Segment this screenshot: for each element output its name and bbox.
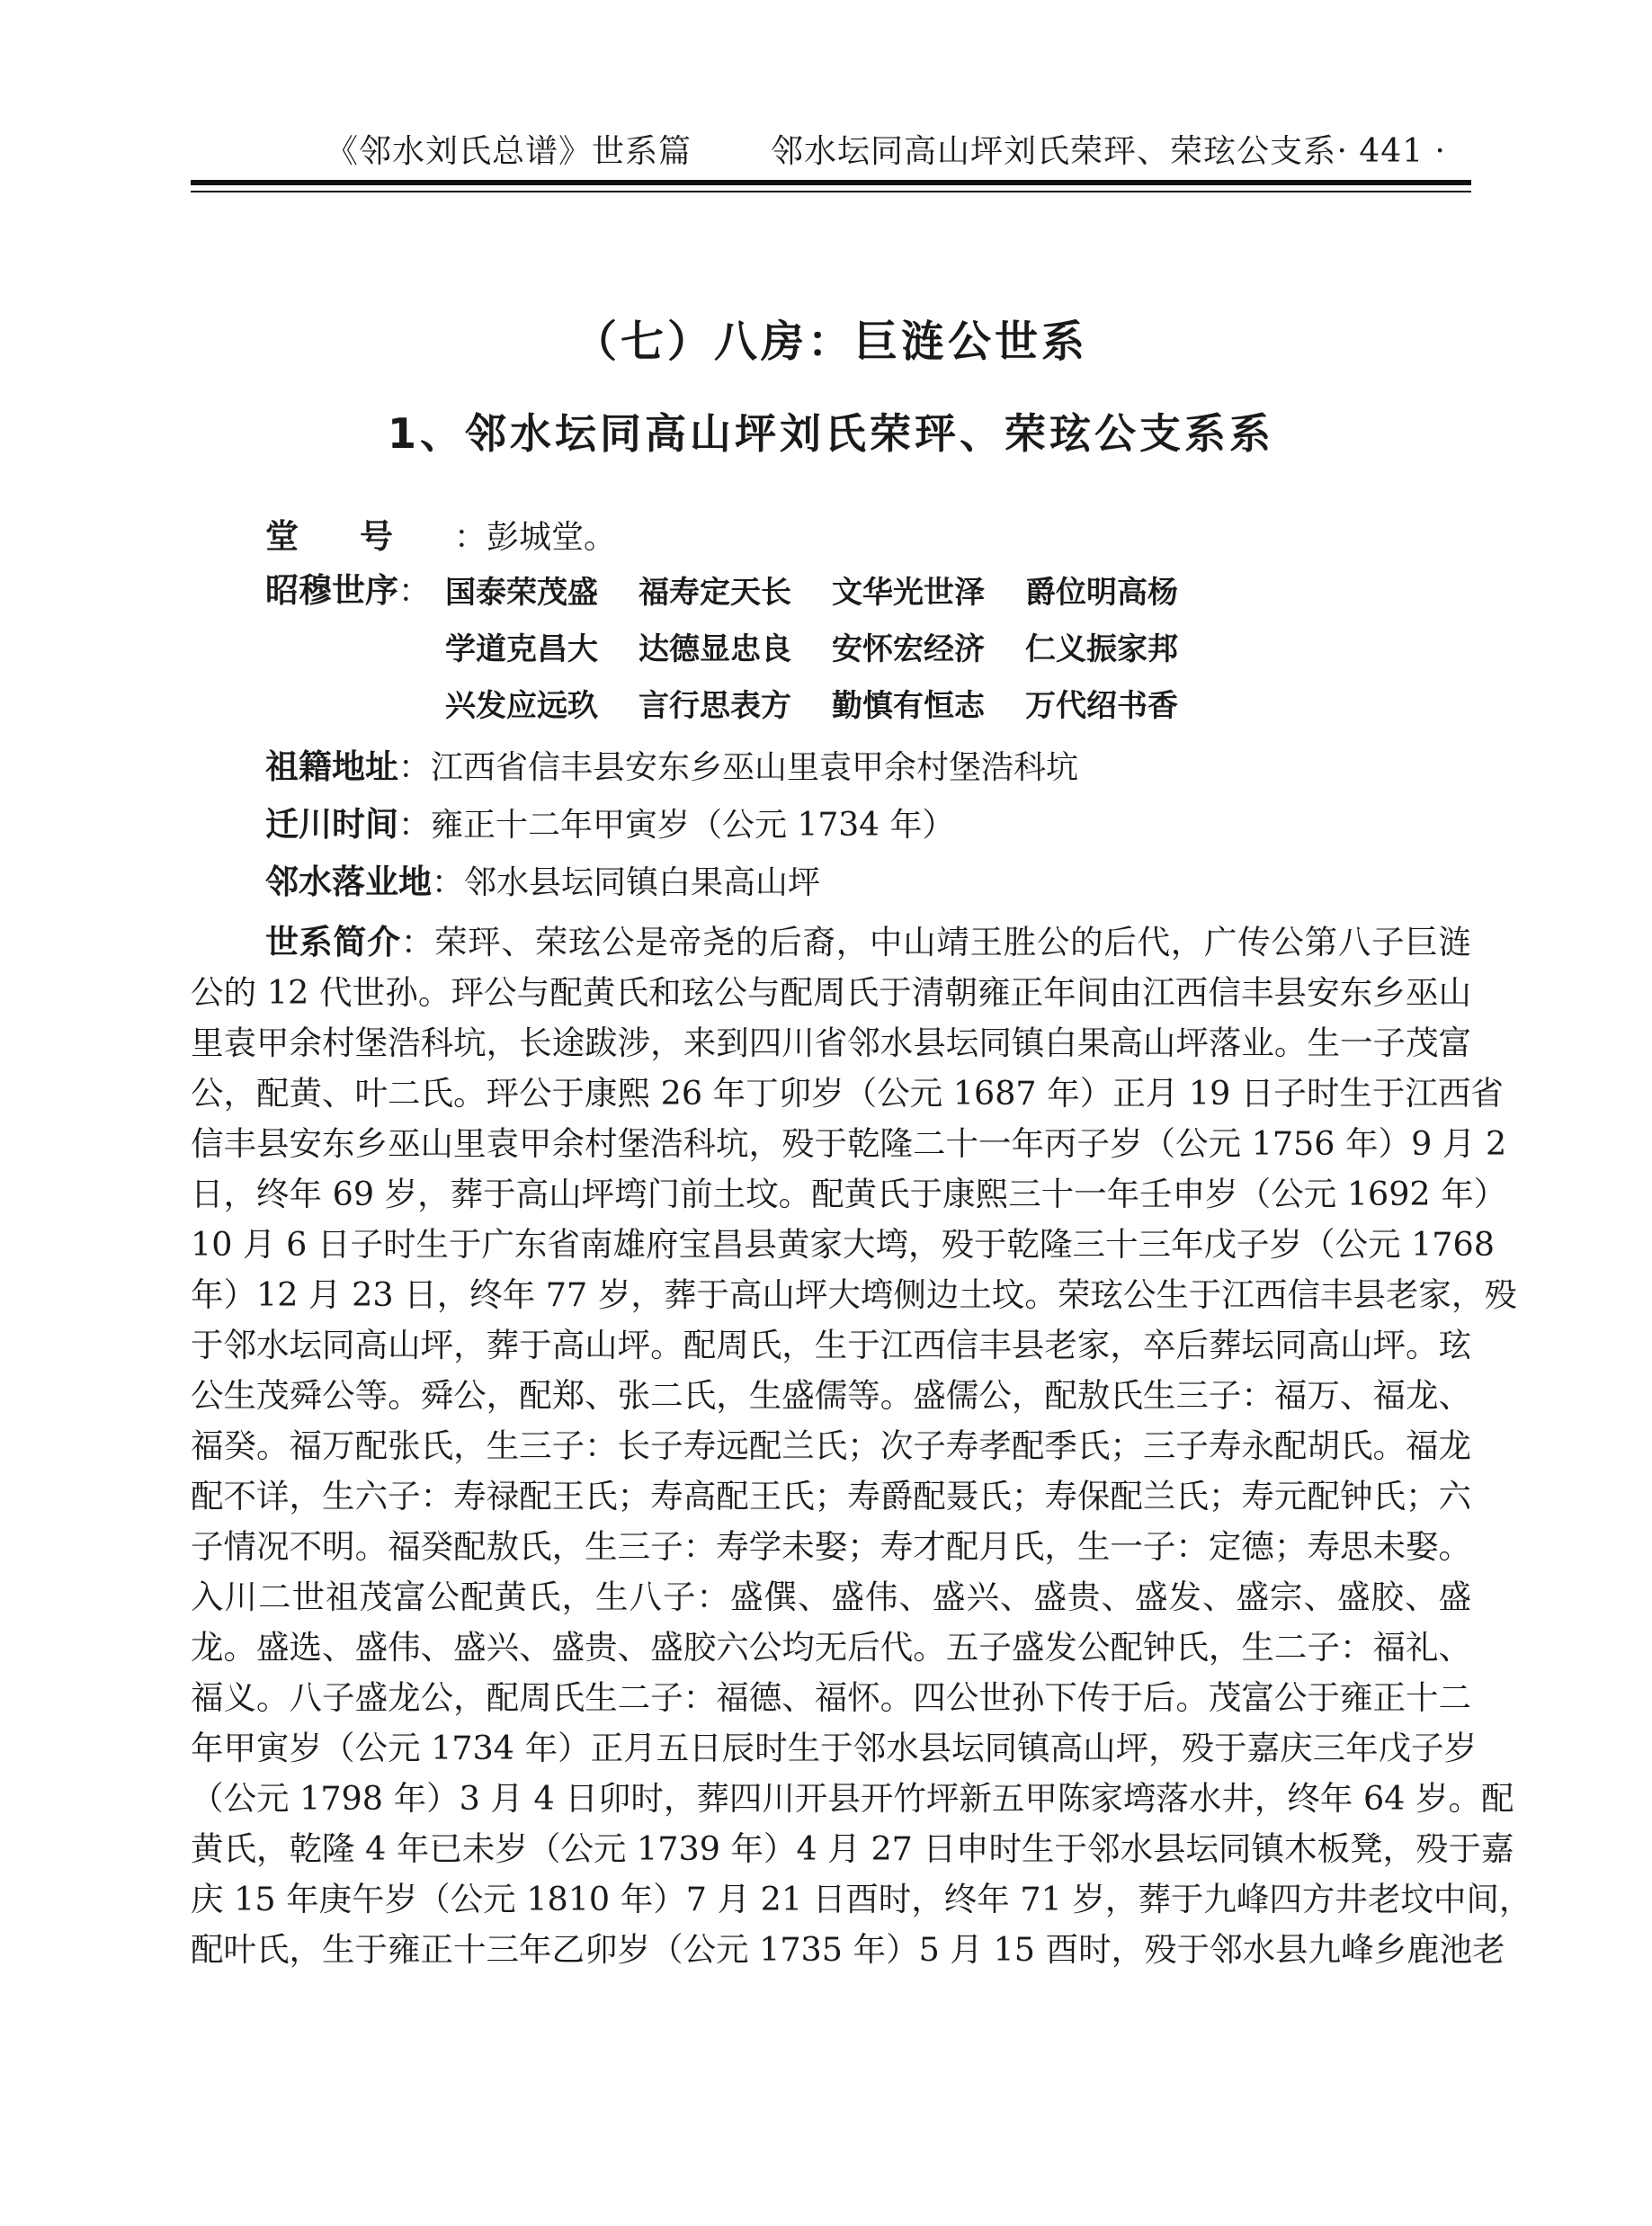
intro-line: 公，配黄、叶二氏。玶公于康熙 26 年丁卯岁（公元 1687 年）正月 19 日子时生于江西省 — [191, 1074, 1504, 1113]
settle-colon: ： — [432, 864, 465, 901]
generation-phrase: 仁义振家邦 — [1025, 631, 1178, 667]
intro-paragraph — [191, 917, 1532, 1975]
hall-colon: ： — [454, 519, 487, 556]
origin-value: 江西省信丰县安东乡巫山里袁甲余村堡浩科坑 — [431, 749, 1079, 786]
settle-label: 邻水落业地 — [265, 863, 432, 901]
generation-phrase: 福寿定天长 — [638, 575, 791, 611]
generation-phrase: 达德显忠良 — [638, 631, 791, 667]
intro-line — [191, 917, 1471, 968]
generation-row — [445, 627, 1219, 672]
intro-line: 福义。八子盛龙公，配周氏生二子：福德、福怀。四公世孙下传于后。茂富公于雍正十二 — [191, 1678, 1471, 1717]
intro-line: 年）12 月 23 日，终年 77 岁，葬于高山坪大塆侧边土坟。荣玹公生于江西信丰县老家，殁 — [191, 1275, 1517, 1314]
intro-colon: ： — [400, 923, 435, 961]
intro-line: 配不详，生六子：寿禄配王氏；寿高配王氏；寿爵配聂氏；寿保配兰氏；寿元配钟氏；六 — [191, 1477, 1471, 1515]
generation-phrase: 爵位明高杨 — [1025, 575, 1178, 611]
migration-value: 雍正十二年甲寅岁（公元 1734 年） — [431, 807, 955, 844]
generation-phrase: 万代绍书香 — [1025, 688, 1178, 724]
intro-line: 黄氏，乾隆 4 年已未岁（公元 1739 年）4 月 27 日申时生于邻水县坛同镇木板凳，殁于嘉 — [191, 1829, 1514, 1868]
generation-phrase: 安怀宏经济 — [832, 631, 985, 667]
intro-line: 入川二世祖茂富公配黄氏，生八子：盛僎、盛伟、盛兴、盛贵、盛发、盛宗、盛胶、盛 — [191, 1578, 1471, 1616]
header-rule-thick — [191, 180, 1471, 185]
intro-line: 庆 15 年庚午岁（公元 1810 年）7 月 21 日酉时，终年 71 岁，葬于九峰四方井老坟中间， — [191, 1880, 1532, 1918]
intro-line: 福癸。福万配张氏，生三子：长子寿远配兰氏；次子寿孝配季氏；三子寿永配胡氏。福龙 — [191, 1426, 1471, 1465]
intro-line: 子情况不明。福癸配敖氏，生三子：寿学未娶；寿才配月氏，生一子：定德；寿思未娶。 — [191, 1527, 1471, 1566]
generation-phrase: 学道克昌大 — [445, 631, 598, 667]
generation-phrase: 勤慎有恒志 — [832, 688, 985, 724]
intro-line: 配叶氏，生于雍正十三年乙卯岁（公元 1735 年）5 月 15 酉时，殁于邻水县九峰乡鹿池老 — [191, 1930, 1505, 1969]
header-rule-thin — [191, 191, 1471, 192]
intro-line: 于邻水坛同高山坪，葬于高山坪。配周氏，生于江西信丰县老家，卒后葬坛同高山坪。玹 — [191, 1326, 1471, 1364]
generation-phrase: 兴发应远玖 — [445, 688, 598, 724]
origin-label: 祖籍地址 — [265, 747, 398, 786]
generation-row — [445, 684, 1219, 729]
migration-field — [265, 802, 955, 848]
intro-line: 里袁甲余村堡浩科坑，长途跋涉，来到四川省邻水县坛同镇白果高山坪落业。生一子茂富 — [191, 1024, 1471, 1062]
generation-phrase: 国泰荣茂盛 — [445, 575, 598, 611]
hall-value: 彭城堂。 — [487, 519, 617, 556]
migration-label: 迁川时间 — [265, 805, 398, 844]
section-heading: 1、邻水坛同高山坪刘氏荣玶、荣玹公支系系 — [387, 409, 1274, 458]
settle-field — [265, 860, 820, 906]
generation-colon: ： — [398, 573, 432, 610]
chapter-title: （七）八房：巨涟公世系 — [573, 317, 1088, 367]
origin-field — [265, 745, 1078, 791]
generation-phrase: 文华光世泽 — [832, 575, 985, 611]
section-title: 邻水坛同高山坪刘氏荣玶、荣玹公支系 — [771, 133, 1337, 170]
intro-text: 荣玶、荣玹公是帝尧的后裔，中山靖王胜公的后代，广传公第八子巨涟 — [434, 923, 1472, 961]
generation-row — [445, 570, 1219, 615]
intro-line: 龙。盛选、盛伟、盛兴、盛贵、盛胶六公均无后代。五子盛发公配钟氏，生二子：福礼、 — [191, 1628, 1471, 1667]
intro-label: 世系简介 — [265, 923, 401, 961]
intro-line: 年甲寅岁（公元 1734 年）正月五日辰时生于邻水县坛同镇高山坪，殁于嘉庆三年戊子岁 — [191, 1729, 1478, 1767]
hall-label: 堂号 — [265, 517, 454, 556]
intro-line: 公的 12 代世孙。玶公与配黄氏和玹公与配周氏于清朝雍正年间由江西信丰县安东乡巫山 — [191, 973, 1471, 1012]
intro-line: 10 月 6 日子时生于广东省南雄府宝昌县黄家大塆，殁于乾隆三十三年戊子岁（公元 1768 — [191, 1225, 1495, 1264]
hall-field — [265, 514, 616, 560]
book-title: 《邻水刘氏总谱》世系篇 — [326, 133, 692, 170]
intro-line: 公生茂舜公等。舜公，配郑、张二氏，生盛儒等。盛儒公，配敖氏生三子：福万、福龙、 — [191, 1376, 1471, 1415]
settle-value: 邻水县坛同镇白果高山坪 — [464, 864, 821, 901]
intro-line: 信丰县安东乡巫山里袁甲余村堡浩科坑，殁于乾隆二十一年丙子岁（公元 1756 年）9 月 2 — [191, 1124, 1507, 1163]
page-number: · 441 · — [1336, 133, 1446, 170]
generation-field — [265, 568, 431, 614]
intro-line: 日，终年 69 岁，葬于高山坪塆门前土坟。配黄氏于康熙三十一年壬申岁（公元 1692 年） — [191, 1175, 1507, 1213]
generation-phrase: 言行思表方 — [638, 688, 791, 724]
generation-label: 昭穆世序 — [265, 571, 398, 610]
migration-colon: ： — [398, 807, 432, 844]
origin-colon: ： — [398, 749, 432, 786]
intro-line: （公元 1798 年）3 月 4 日卯时，葬四川开县开竹坪新五甲陈家塆落水井，终年 64 岁。配 — [191, 1779, 1514, 1818]
